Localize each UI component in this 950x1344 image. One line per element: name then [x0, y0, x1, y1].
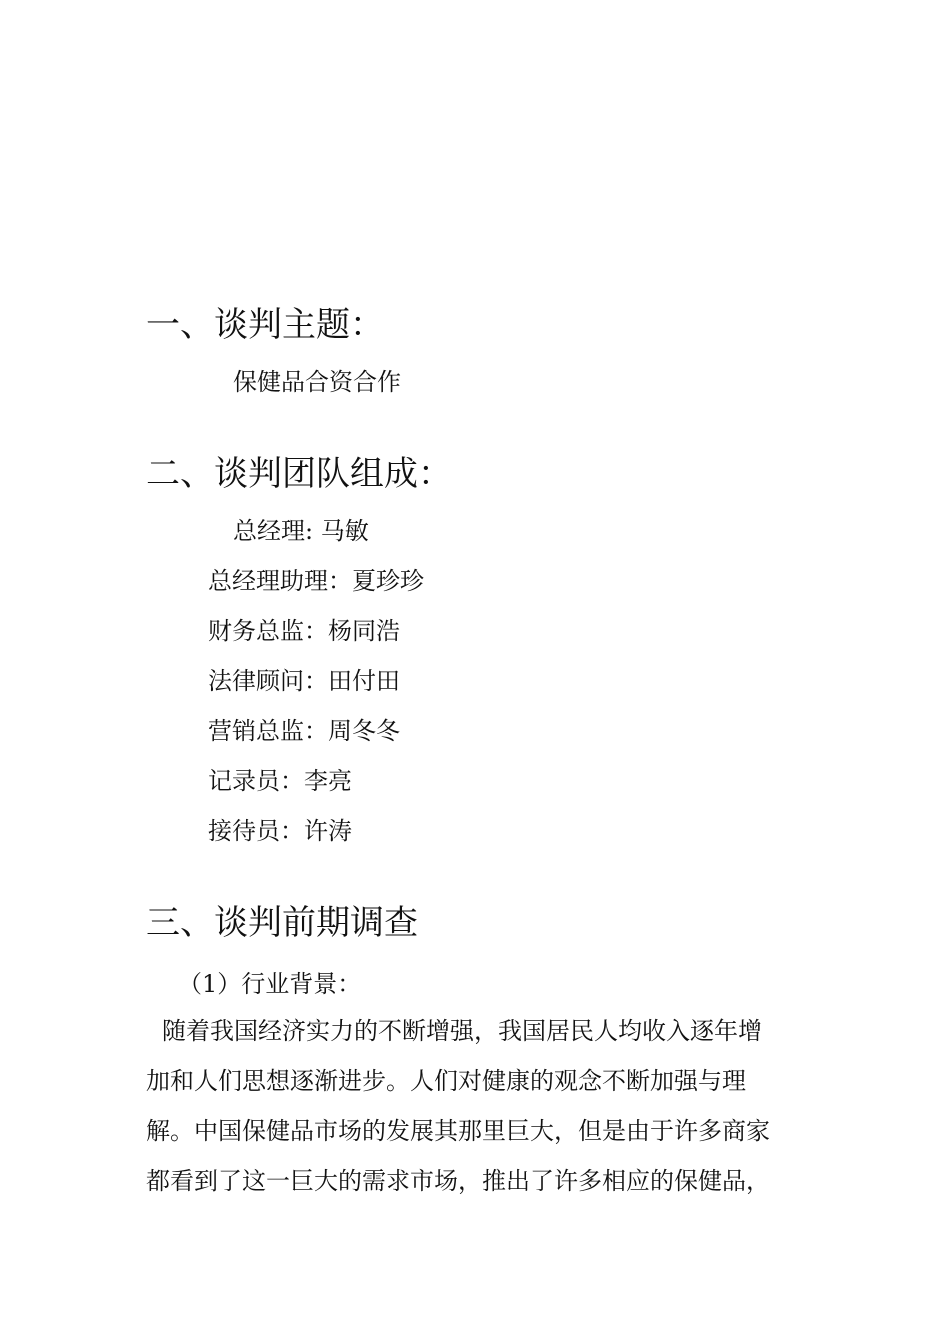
paragraph-line: 加和人们思想逐渐进步。人们对健康的观念不断加强与理: [146, 1067, 746, 1095]
team-member-legal-advisor: 法律顾问：田付田: [208, 667, 400, 695]
negotiation-topic: 保健品合资合作: [233, 368, 401, 396]
section-1-heading: 一、谈判主题：: [146, 305, 384, 345]
paragraph-line: 解。中国保健品市场的发展其那里巨大，但是由于许多商家: [146, 1117, 770, 1145]
paragraph-line: 随着我国经济实力的不断增强，我国居民人均收入逐年增: [162, 1017, 762, 1045]
team-member-finance-director: 财务总监：杨同浩: [208, 617, 400, 645]
team-member-receptionist: 接待员：许涛: [208, 817, 352, 845]
team-member-marketing-director: 营销总监：周冬冬: [208, 717, 400, 745]
team-member-general-manager: 总经理: 马敏: [233, 517, 369, 545]
section-2-heading: 二、谈判团队组成：: [146, 454, 452, 494]
team-member-assistant-gm: 总经理助理：夏珍珍: [208, 567, 424, 595]
industry-background-subheading: （1）行业背景：: [178, 970, 362, 998]
team-member-recorder: 记录员：李亮: [208, 767, 352, 795]
section-3-heading: 三、谈判前期调查: [146, 903, 418, 943]
paragraph-line: 都看到了这一巨大的需求市场，推出了许多相应的保健品，: [146, 1167, 770, 1195]
